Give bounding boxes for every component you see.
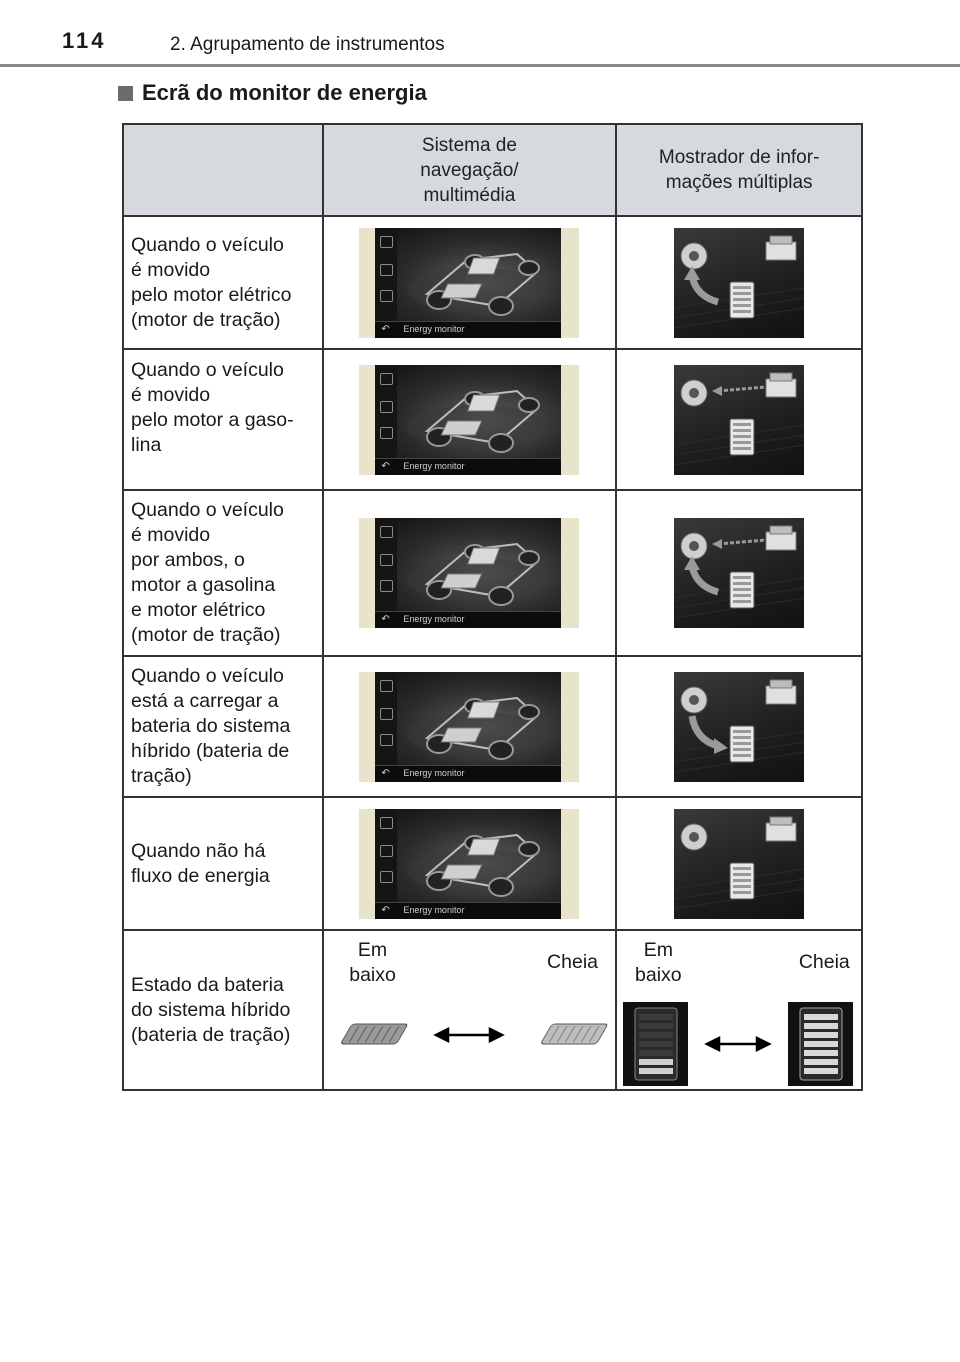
car-chassis-icon bbox=[397, 369, 557, 459]
energy-monitor-table bbox=[122, 123, 863, 1091]
multi-info-screenshot bbox=[674, 809, 804, 919]
row-label-line: Quando não há bbox=[131, 839, 266, 862]
header-mid-line: Mostrador de infor- bbox=[658, 147, 820, 168]
flow-arrow-icon bbox=[718, 540, 766, 544]
row-label-line: pelo motor a gaso- bbox=[131, 409, 294, 431]
nav-bottom-bar bbox=[375, 611, 561, 628]
page-number: 114 bbox=[62, 28, 107, 53]
multi-info-screenshot bbox=[674, 365, 804, 475]
wheel-icon bbox=[681, 243, 707, 269]
row-label-line: é movido bbox=[131, 384, 211, 406]
table-row bbox=[123, 490, 862, 656]
wheel-icon bbox=[681, 687, 707, 713]
nav-bottom-bar bbox=[375, 902, 561, 919]
nav-bottom-bar bbox=[375, 765, 561, 782]
battery-icon bbox=[730, 282, 754, 318]
row-label-line: é movido bbox=[131, 258, 211, 281]
mid-battery-graphic bbox=[617, 932, 862, 1088]
nav-bottom-bar bbox=[375, 321, 561, 338]
mid-screenshot-cell bbox=[616, 349, 862, 490]
battery-low-icon bbox=[340, 1024, 408, 1044]
engine-icon bbox=[766, 373, 796, 397]
multi-info-screenshot bbox=[674, 228, 804, 338]
nav-screenshot-cell bbox=[323, 797, 617, 930]
nav-screen bbox=[375, 809, 561, 919]
battery-icon bbox=[730, 572, 754, 608]
header-empty-cell bbox=[123, 124, 323, 216]
battery-full-label: Cheia bbox=[547, 951, 598, 973]
wheel-icon bbox=[681, 533, 707, 559]
row-label-line: lina bbox=[131, 434, 162, 456]
energy-monitor-label: Energy monitor bbox=[403, 323, 465, 334]
energy-monitor-screenshot bbox=[359, 809, 579, 919]
table-header-row bbox=[123, 124, 862, 216]
row-label-line: fluxo de energia bbox=[131, 864, 270, 887]
energy-monitor-label: Energy monitor bbox=[403, 460, 465, 471]
double-arrow-icon bbox=[707, 1038, 769, 1050]
row-label-line: é movido bbox=[131, 524, 211, 546]
nav-screenshot-cell bbox=[323, 349, 617, 490]
battery-low-line: Em bbox=[357, 939, 388, 961]
row-label-line: Quando o veículo bbox=[131, 499, 284, 521]
energy-monitor-label: Energy monitor bbox=[403, 904, 465, 915]
engine-icon bbox=[766, 526, 796, 550]
row-label-line: motor a gasolina bbox=[131, 574, 276, 596]
row-label-line: do sistema híbrido bbox=[131, 998, 291, 1021]
wheel-icon bbox=[681, 380, 707, 406]
nav-battery-graphic bbox=[324, 932, 617, 1088]
engine-icon bbox=[766, 680, 796, 704]
energy-monitor-screenshot bbox=[359, 365, 579, 475]
flow-arrow-head-icon bbox=[712, 386, 722, 396]
header-nav-system bbox=[323, 124, 617, 216]
row-label-line: híbrido (bateria de bbox=[131, 740, 290, 762]
battery-full-icon bbox=[788, 1002, 853, 1086]
nav-battery-cell bbox=[323, 930, 617, 1090]
flow-arrow-head-icon bbox=[712, 539, 722, 549]
nav-screen bbox=[375, 228, 561, 338]
row-label-line: Quando o veículo bbox=[131, 233, 284, 256]
mid-screenshot-cell bbox=[616, 216, 862, 349]
battery-low-icon bbox=[623, 1002, 688, 1086]
engine-icon bbox=[766, 236, 796, 260]
row-label-line: está a carregar a bbox=[131, 690, 279, 712]
nav-screenshot-cell bbox=[323, 490, 617, 656]
nav-side-menu bbox=[375, 518, 397, 612]
double-arrow-icon bbox=[436, 1029, 502, 1041]
energy-monitor-label: Energy monitor bbox=[403, 767, 465, 778]
header-rule bbox=[0, 64, 960, 67]
row-label-line: pelo motor elétrico bbox=[131, 283, 292, 306]
mid-screenshot-cell bbox=[616, 490, 862, 656]
row-label-line: e motor elétrico bbox=[131, 599, 266, 621]
car-chassis-icon bbox=[397, 676, 557, 766]
section-title bbox=[118, 80, 427, 106]
wheel-icon bbox=[681, 824, 707, 850]
car-chassis-icon bbox=[397, 522, 557, 612]
battery-low-line: baixo bbox=[349, 964, 396, 986]
flow-arrow-icon bbox=[718, 387, 766, 391]
row-label-line: (motor de tração) bbox=[131, 308, 281, 331]
row-label bbox=[123, 349, 323, 490]
energy-monitor-screenshot bbox=[359, 672, 579, 782]
row-label bbox=[123, 216, 323, 349]
multi-info-energy-graphic bbox=[674, 672, 804, 782]
nav-screenshot-cell bbox=[323, 216, 617, 349]
flow-arrow-head-icon bbox=[714, 738, 728, 754]
back-icon: ↶ bbox=[381, 460, 390, 472]
table-row bbox=[123, 349, 862, 490]
row-label bbox=[123, 797, 323, 930]
car-chassis-icon bbox=[397, 232, 557, 322]
row-label-line: (bateria de tração) bbox=[131, 1023, 291, 1046]
battery-row bbox=[123, 930, 862, 1090]
row-label-line: por ambos, o bbox=[131, 549, 245, 571]
header-nav-line: multimédia bbox=[423, 184, 516, 206]
nav-side-menu bbox=[375, 809, 397, 903]
row-label bbox=[123, 656, 323, 797]
car-chassis-icon bbox=[397, 813, 557, 903]
engine-icon bbox=[766, 817, 796, 841]
energy-monitor-screenshot bbox=[359, 518, 579, 628]
nav-screenshot-cell bbox=[323, 656, 617, 797]
battery-icon bbox=[730, 726, 754, 762]
nav-side-menu bbox=[375, 365, 397, 459]
nav-screen bbox=[375, 672, 561, 782]
multi-info-screenshot bbox=[674, 672, 804, 782]
header-multi-info-display bbox=[616, 124, 862, 216]
row-label-line: (motor de tração) bbox=[131, 624, 281, 646]
row-label-line: bateria do sistema bbox=[131, 715, 291, 737]
header-mid-line: mações múltiplas bbox=[665, 172, 813, 193]
mid-screenshot-cell bbox=[616, 656, 862, 797]
page-header bbox=[0, 0, 960, 70]
nav-screen bbox=[375, 365, 561, 475]
row-label-line: tração) bbox=[131, 765, 192, 787]
table-row bbox=[123, 216, 862, 349]
row-label-line: Quando o veículo bbox=[131, 665, 284, 687]
battery-low-line: Em bbox=[643, 939, 673, 961]
energy-monitor-label: Energy monitor bbox=[403, 614, 465, 624]
back-icon: ↶ bbox=[381, 323, 390, 335]
row-label bbox=[123, 490, 323, 656]
battery-low-line: baixo bbox=[635, 964, 682, 986]
battery-full-label: Cheia bbox=[798, 951, 850, 973]
header-nav-line: Sistema de bbox=[421, 134, 517, 156]
row-label-line: Quando o veículo bbox=[131, 359, 284, 381]
multi-info-energy-graphic bbox=[674, 228, 804, 338]
back-icon: ↶ bbox=[381, 614, 390, 625]
nav-screen bbox=[375, 518, 561, 628]
row-label-line: Estado da bateria bbox=[131, 973, 284, 996]
back-icon: ↶ bbox=[381, 767, 390, 779]
row-label bbox=[123, 930, 323, 1090]
table-row bbox=[123, 656, 862, 797]
nav-bottom-bar bbox=[375, 458, 561, 475]
chapter-title: 2. Agrupamento de instrumentos bbox=[170, 34, 445, 55]
mid-screenshot-cell bbox=[616, 797, 862, 930]
multi-info-energy-graphic bbox=[674, 518, 804, 628]
energy-monitor-screenshot bbox=[359, 228, 579, 338]
nav-side-menu bbox=[375, 228, 397, 322]
multi-info-energy-graphic bbox=[674, 365, 804, 475]
back-icon: ↶ bbox=[381, 904, 390, 916]
table-row bbox=[123, 797, 862, 930]
nav-side-menu bbox=[375, 672, 397, 766]
battery-icon bbox=[730, 863, 754, 899]
square-bullet-icon bbox=[118, 86, 133, 101]
section-title-text: Ecrã do monitor de energia bbox=[142, 80, 427, 105]
multi-info-screenshot bbox=[674, 518, 804, 628]
battery-full-icon bbox=[540, 1024, 608, 1044]
mid-battery-cell bbox=[616, 930, 862, 1090]
header-nav-line: navegação/ bbox=[420, 159, 519, 181]
multi-info-energy-graphic bbox=[674, 809, 804, 919]
battery-icon bbox=[730, 419, 754, 455]
